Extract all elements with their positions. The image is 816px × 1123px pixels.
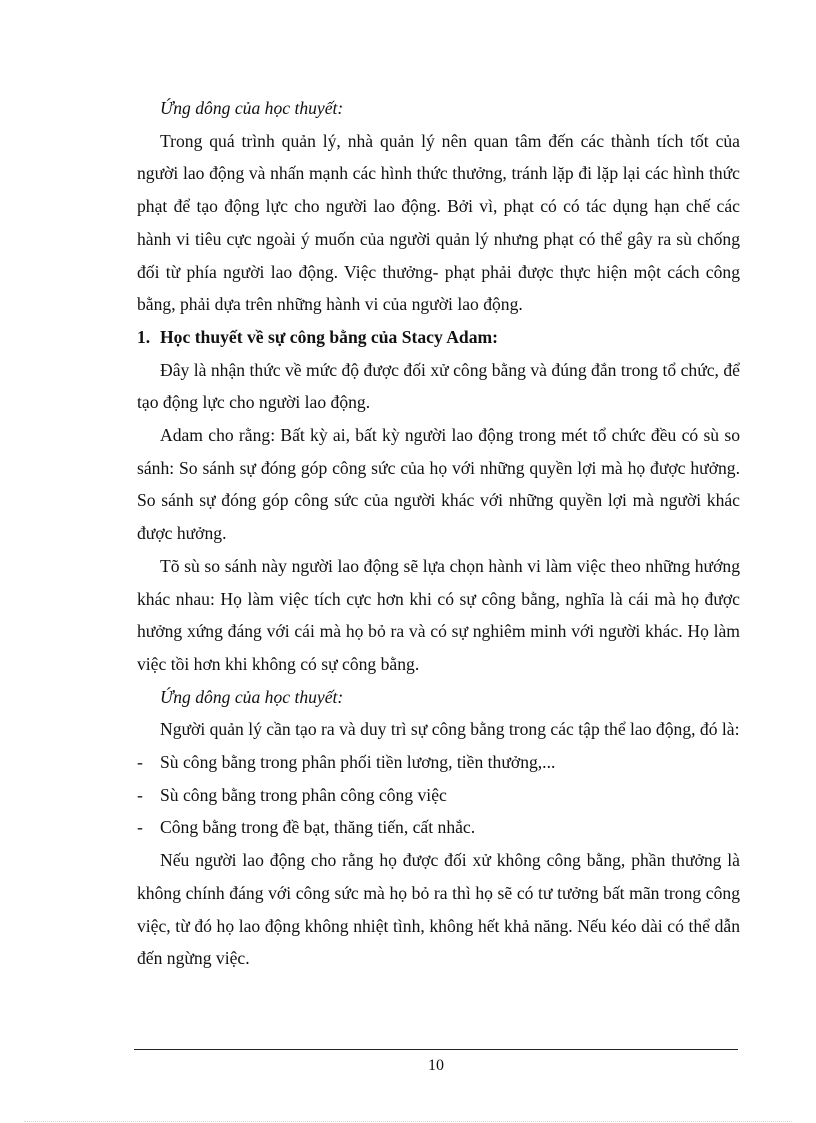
list-dash: -: [137, 752, 143, 773]
section-title: Học thuyết về sự công bằng của Stacy Adam:: [160, 326, 499, 347]
page-number: 10: [428, 1057, 444, 1074]
equity-definition-paragraph: Đây là nhận thức về mức độ được đối xử công bằng và đúng đắn trong tổ chức, để tạo động lực cho người lao động.: [137, 359, 740, 413]
list-item-text: Công bằng trong đề bạt, thăng tiến, cất nhắc.: [160, 817, 476, 838]
section-number: 1.: [137, 326, 151, 347]
application-heading: Ứng dông của học thuyết:: [160, 686, 344, 707]
reward-paragraph: Trong quá trình quản lý, nhà quản lý nên quan tâm đến các thành tích tốt của người lao động và nhấn mạnh các hình thức thưởng, tránh lặp đi lặp lại các hình thức phạt để tạo động lực cho người lao động. Bởi vì, phạt có có tác dụng hạn chế các hành vi tiêu cực ngoài ý muốn của người quản lý nhưng phạt có thể gây ra sù chống đối từ phía người lao động. Việc thưởng- phạt phải được thực hiện một cách công bằng, phải dựa trên những hành vi của người lao động.: [137, 130, 740, 315]
list-dash: -: [137, 784, 143, 805]
list-item: [137, 746, 740, 779]
list-item-text: Sù công bằng trong phân phối tiền lương, tiền thưởng,...: [160, 752, 556, 773]
list-item: [137, 811, 740, 844]
list-item: [137, 779, 740, 812]
page-edge: [24, 1121, 792, 1122]
conclusion-paragraph: Nếu người lao động cho rằng họ được đối xử không công bằng, phần thưởng là không chính đáng với công sức mà họ bỏ ra thì họ sẽ có tư tưởng bất mãn trong công việc, từ đó họ lao động không nhiệt tình, không hết khả năng. Nếu kéo dài có thể dẫn đến ngừng việc.: [137, 850, 740, 969]
list-dash: -: [137, 817, 143, 838]
section-heading: [137, 321, 740, 354]
application-heading: Ứng dông của học thuyết:: [160, 98, 344, 118]
comparison-paragraph: Tõ sù so sánh này người lao động sẽ lựa chọn hành vi làm việc theo những hướng khác nhau: Họ làm việc tích cực hơn khi có sự công bằng, nghĩa là cái mà họ được hưởng xứng đáng với cái mà họ bỏ ra và có sự nghiêm minh với người khác. Họ làm việc tồi hơn khi không có sự công bằng.: [137, 555, 740, 674]
list-item-text: Sù công bằng trong phân công công việc: [160, 784, 447, 805]
page-content: [137, 92, 740, 975]
footer-divider: [134, 1049, 738, 1050]
manager-role-paragraph: Người quản lý cần tạo ra và duy trì sự công bằng trong các tập thể lao động, đó là:: [160, 719, 740, 740]
adam-view-paragraph: Adam cho rằng: Bất kỳ ai, bất kỳ người lao động trong mét tổ chức đều có sù so sánh: So sánh sự đóng góp công sức của họ với những quyền lợi mà họ được hưởng. So sánh sự đóng góp công sức của người khác với những quyền lợi mà người khác được hưởng.: [137, 425, 740, 544]
